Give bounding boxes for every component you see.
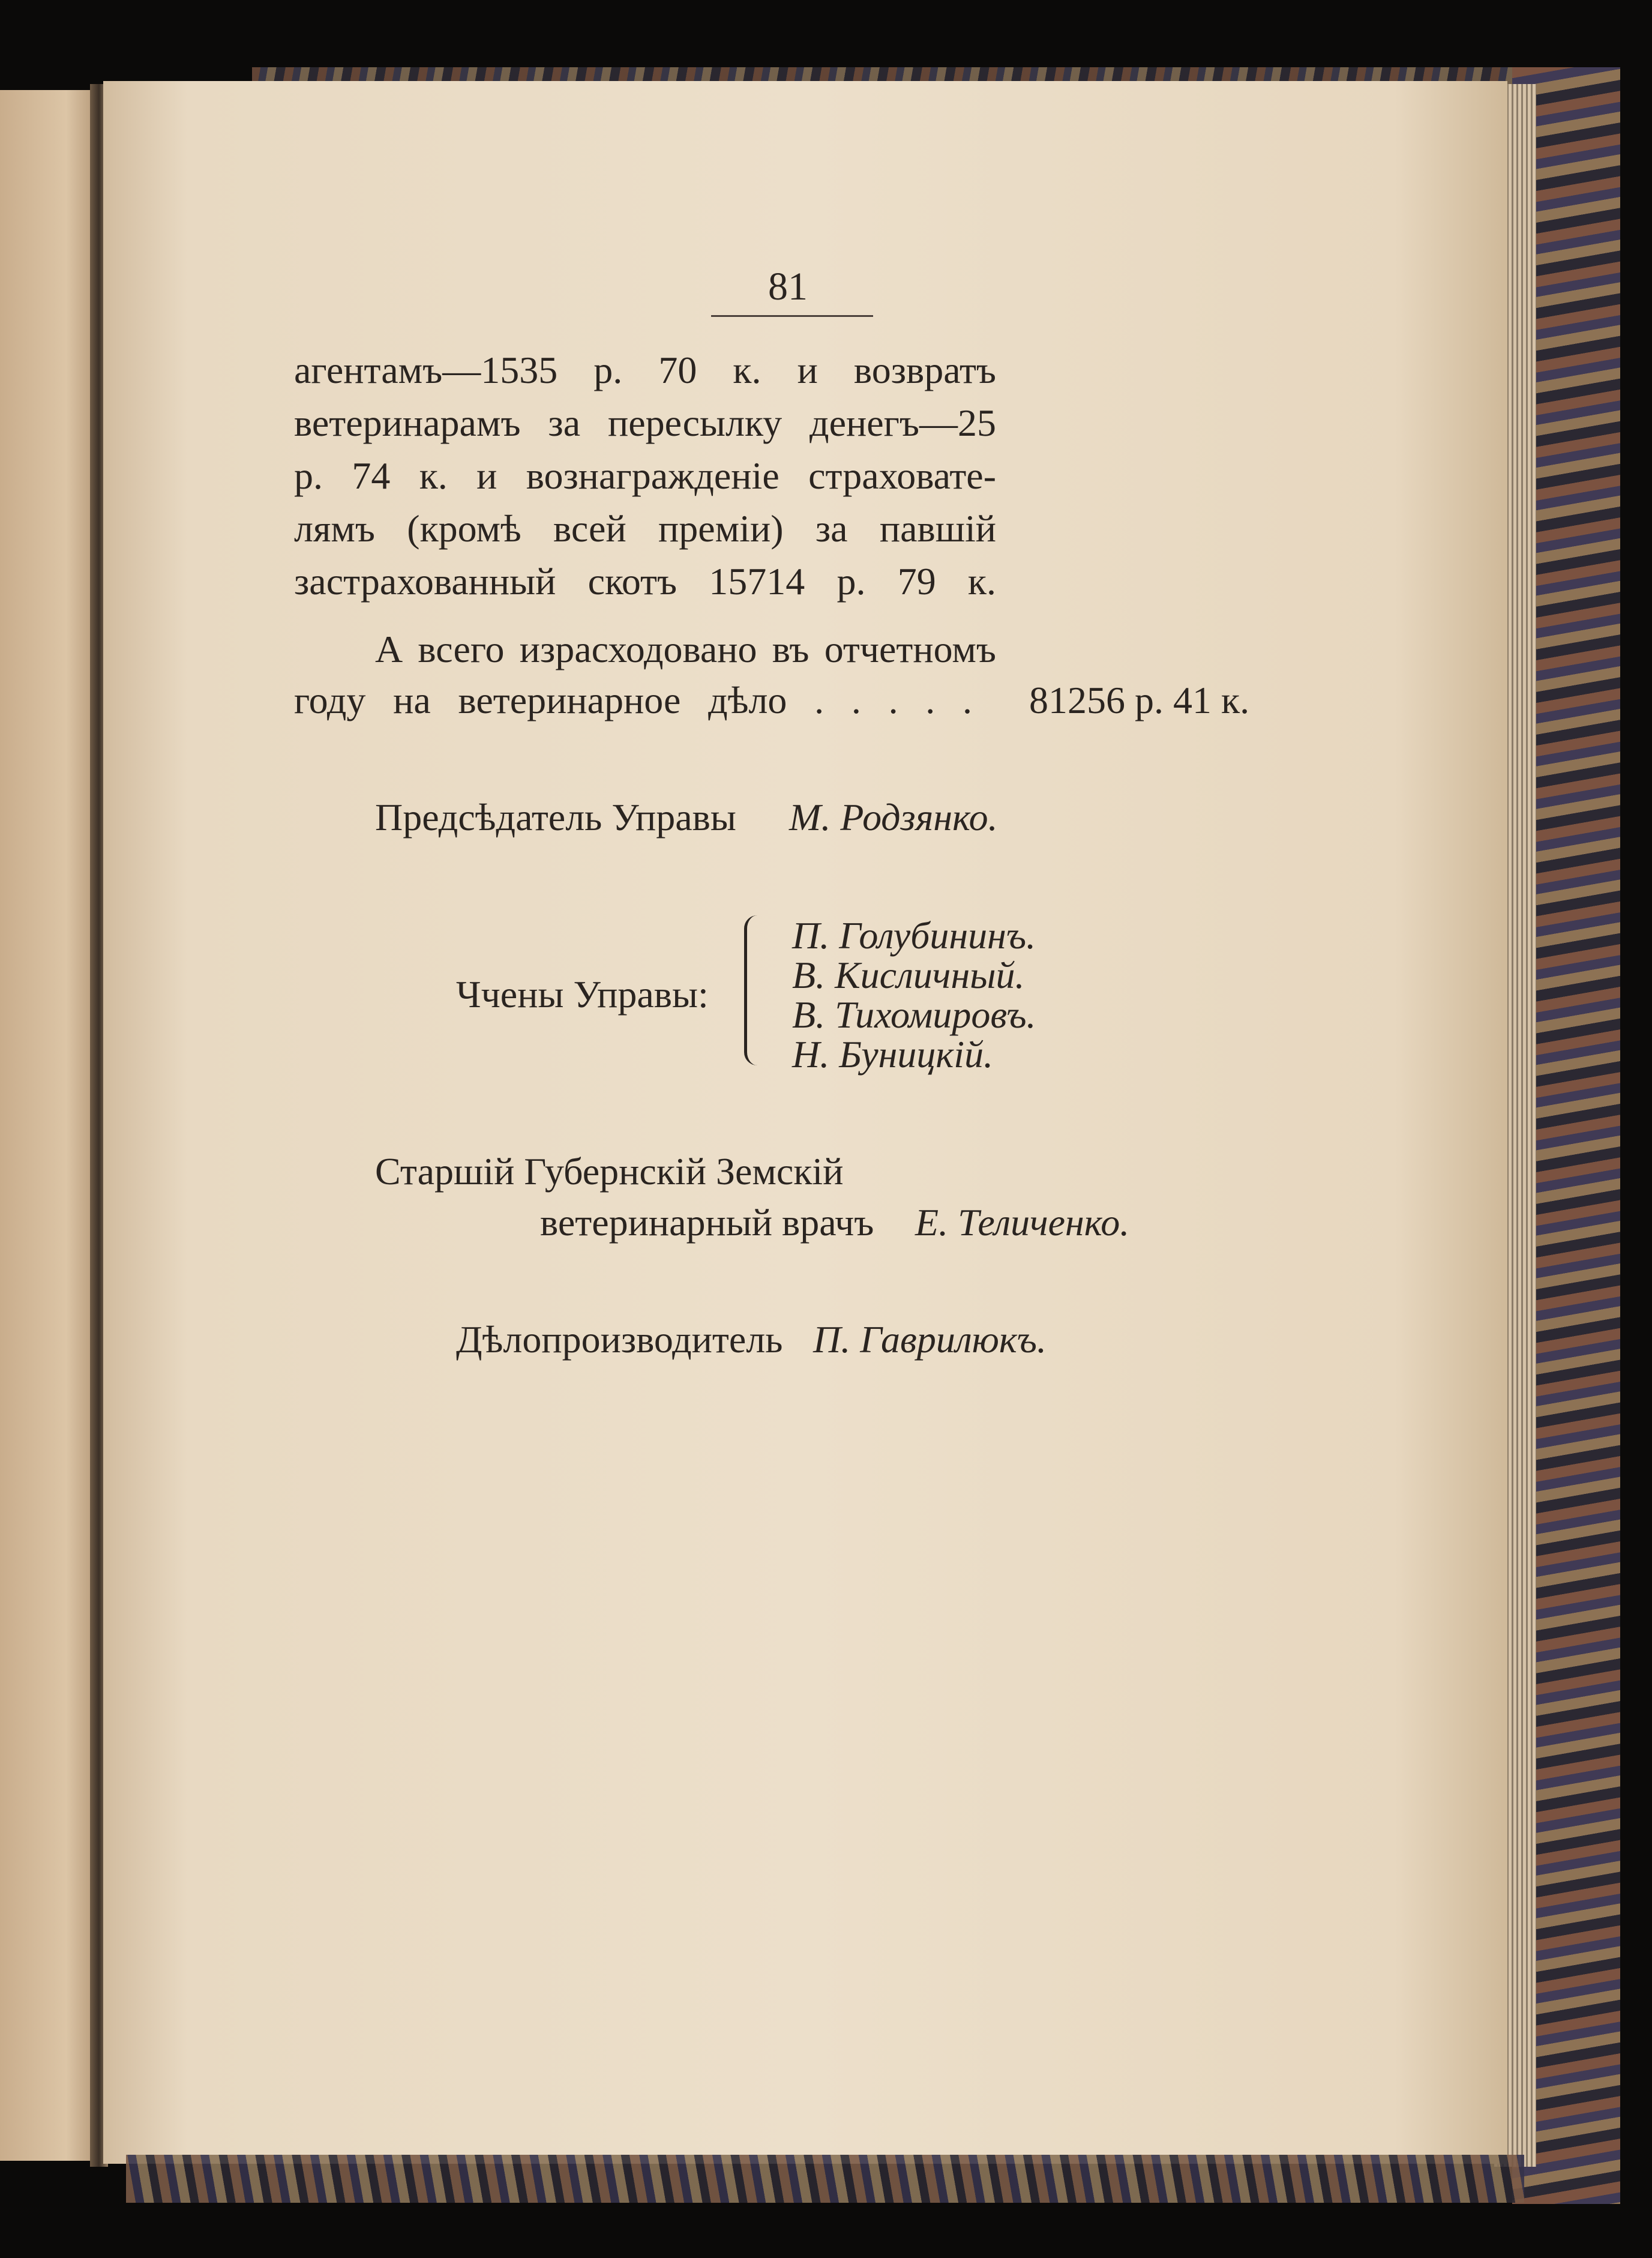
paragraph-line: ветеринарамъ за пересылку денегъ—25: [294, 402, 996, 444]
members-brace: [744, 915, 771, 1065]
chairman-name: М. Родзянко.: [789, 796, 998, 838]
paragraph-line: лямъ (кромѣ всей преміи) за павшій: [294, 507, 996, 550]
page-number-rule: [711, 315, 873, 317]
clerk-title: Дѣлопроизводитель: [456, 1318, 783, 1361]
member-name: Н. Буницкій.: [792, 1033, 994, 1076]
book-page: [103, 81, 1507, 2164]
total-amount: 81256 р. 41 к.: [1029, 679, 1250, 721]
members-title: Ччены Управы:: [456, 973, 709, 1016]
paragraph-line: застрахованный скотъ 15714 р. 79 к.: [294, 560, 996, 603]
member-name: П. Голубининъ.: [792, 914, 1036, 957]
page-number: 81: [768, 265, 808, 309]
paragraph-line: агентамъ—1535 р. 70 к. и возвратъ: [294, 349, 996, 391]
member-name: В. Кисличный.: [792, 954, 1025, 996]
paragraph-line: р. 74 к. и вознагражденіе страховате-: [294, 454, 996, 497]
vet-title-line-2: ветеринарный врачъ: [540, 1201, 874, 1244]
book-cover-bottom-edge: [126, 2155, 1524, 2203]
chairman-title: Предсѣдатель Управы: [375, 796, 736, 838]
vet-name: Е. Теличенко.: [915, 1201, 1130, 1244]
total-line-1: А всего израсходовано въ отчетномъ: [375, 628, 996, 670]
left-page-edge: [0, 90, 95, 2161]
vet-title-line-1: Старшій Губернскій Земскій: [375, 1150, 844, 1193]
total-line-2: году на ветеринарное дѣло . . . . .: [294, 679, 972, 721]
clerk-name: П. Гаврилюкъ.: [813, 1318, 1047, 1361]
member-name: В. Тихомировъ.: [792, 993, 1036, 1036]
